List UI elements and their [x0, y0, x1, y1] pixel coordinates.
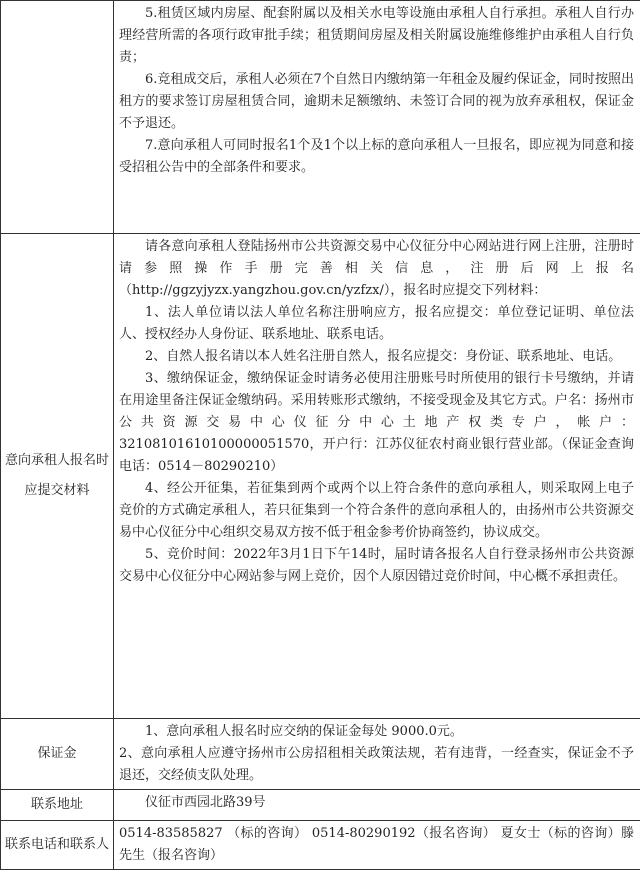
- address-row: [1, 790, 640, 821]
- terms-content: [114, 1, 640, 234]
- materials-label-line1: 意向承租人报名时: [1, 446, 113, 476]
- deposit-label: 保证金: [1, 719, 114, 790]
- materials-row: [1, 234, 640, 719]
- materials-content: [114, 234, 640, 719]
- contact-value: 0514-83585827 （标的咨询） 0514-80290192（报名咨询） 夏女士（标的咨询）滕先生（报名咨询）: [119, 823, 634, 867]
- materials-item-bidding-time: 5、竞价时间：2022年3月1日下午14时，届时请各报名人自行登录扬州市公共资源交易中心仪征分中心网站参与网上竞价，因个人原因错过竞价时间，中心概不承担责任。: [119, 544, 634, 588]
- address-value-cell: [114, 790, 640, 821]
- term-paragraph-6: 6.竞租成交后，承租人必须在7个自然日内缴纳第一年租金及履约保证金，同时按照出租方的要求签订房屋租赁合同，逾期未足额缴纳、未签订合同的视为放弃承租权，保证金不予退还。: [119, 69, 634, 135]
- address-value: 仪征市西园北路39号: [119, 792, 634, 814]
- materials-item-legal-entity: 1、法人单位请以法人单位名称注册响应方，报名应提交：单位登记证明、单位法人、授权经办人身份证、联系地址、联系电话。: [119, 302, 634, 346]
- materials-item-deposit-payment: 3、缴纳保证金，缴纳保证金时请务必使用注册账号时所使用的银行卡号缴纳，并请在用途里备注保证金缴纳码。采用转账形式缴纳，不接受现金及其它方式。户名：扬州市公共资源交易中心仪征分中心土地产权类专户，帐户：32108101610100000051570，开户行：江苏仪征农村商业银行营业部。（保证金查询电话：0514－80290210）: [119, 368, 634, 478]
- materials-label-line2: 应提交材料: [1, 476, 113, 506]
- term-paragraph-7: 7.意向承租人可同时报名1个及1个以上标的意向承租人一旦报名，即应视为同意和接受招租公告中的全部条件和要求。: [119, 135, 634, 179]
- deposit-row: [1, 719, 640, 790]
- terms-label-cell: [1, 1, 114, 234]
- terms-row: [1, 1, 640, 234]
- materials-label: [1, 234, 114, 719]
- address-label: 联系地址: [1, 790, 114, 821]
- materials-item-bidding-method: 4、经公开征集，若征集到两个或两个以上符合条件的意向承租人，则采取网上电子竞价的方式确定承租人，若只征集到一个符合条件的意向承租人的，由扬州市公共资源交易中心仪征分中心组织交易双方按不低于租金参考价协商签约，协议成交。: [119, 478, 634, 544]
- contact-label: 联系电话和联系人: [1, 821, 114, 870]
- contact-value-cell: [114, 821, 640, 870]
- contact-row: [1, 821, 640, 870]
- deposit-content: [114, 719, 640, 790]
- materials-intro: 请各意向承租人登陆扬州市公共资源交易中心仪征分中心网站进行网上注册，注册时请参照操作手册完善相关信息，注册后网上报名（http://ggzyjyzx.yangzhou.gov.cn/yzfzx/），报名时应提交下列材料：: [119, 236, 634, 302]
- term-paragraph-5: 5.租赁区域内房屋、配套附属以及相关水电等设施由承租人自行承担。承租人自行办理经营所需的各项行政审批手续；租赁期间房屋及相关附属设施维修维护由承租人自行负责；: [119, 3, 634, 69]
- deposit-amount: 1、意向承租人报名时应交纳的保证金每处 9000.0元。: [119, 721, 634, 743]
- materials-item-natural-person: 2、自然人报名请以本人姓名注册自然人，报名应提交：身份证、联系地址、电话。: [119, 346, 634, 368]
- deposit-rules: 2、意向承租人应遵守扬州市公房招租相关政策法规，若有违背，一经查实，保证金不予退还，交经侦支队处理。: [119, 743, 634, 787]
